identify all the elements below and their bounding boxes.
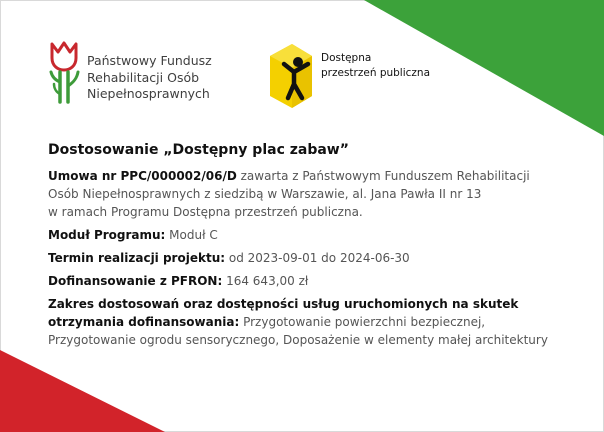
tulip-logo-icon [46, 40, 82, 106]
pfron-name-line: Niepełnosprawnych [87, 86, 210, 101]
scope-label: otrzymania dofinansowania: [48, 315, 240, 329]
term-paragraph [48, 249, 588, 267]
red-corner-triangle [0, 350, 165, 432]
funding-value: 164 643,00 zł [222, 274, 309, 288]
contract-line [48, 167, 588, 185]
dpp-name-line: Dostępna [321, 52, 372, 64]
scope-value: Przygotowanie ogrodu sensorycznego, Doposażenie w elementy małej architektury [48, 333, 548, 347]
contract-label: Umowa nr PPC/000002/06/D [48, 169, 237, 183]
contract-paragraph [48, 167, 588, 221]
term-value: od 2023-09-01 do 2024-06-30 [225, 251, 410, 265]
scope-line [48, 313, 588, 331]
scope-paragraph [48, 295, 588, 349]
project-info [48, 140, 588, 354]
pfron-name [87, 53, 212, 103]
module-paragraph [48, 226, 588, 244]
contract-line: Osób Niepełnosprawnych z siedzibą w Warszawie, al. Jana Pawła II nr 13 [48, 187, 482, 201]
dpp-name [321, 51, 430, 81]
page-title: Dostosowanie „Dostępny plac zabaw” [48, 142, 349, 158]
pfron-logo [46, 40, 246, 108]
dpp-name-line: przestrzeń publiczna [321, 67, 431, 79]
scope-value: Przygotowanie powierzchni bezpiecznej, [239, 315, 486, 329]
pfron-name-line: Rehabilitacji Osób [87, 69, 200, 85]
funding-label: Dofinansowanie z PFRON: [48, 274, 223, 288]
scope-label: Zakres dostosowań oraz dostępności usług uruchomionych na skutek [48, 297, 519, 311]
contract-line: w ramach Programu Dostępna przestrzeń publiczna. [48, 205, 363, 219]
funding-paragraph [48, 272, 588, 290]
module-value: Moduł C [165, 228, 218, 242]
contract-text: zawarta z Państwowym Funduszem Rehabilitacji [236, 169, 530, 183]
dpp-logo [268, 42, 448, 112]
module-label: Moduł Programu: [48, 228, 166, 242]
pfron-name-line: Państwowy Fundusz [87, 53, 212, 68]
term-label: Termin realizacji projektu: [48, 251, 226, 265]
